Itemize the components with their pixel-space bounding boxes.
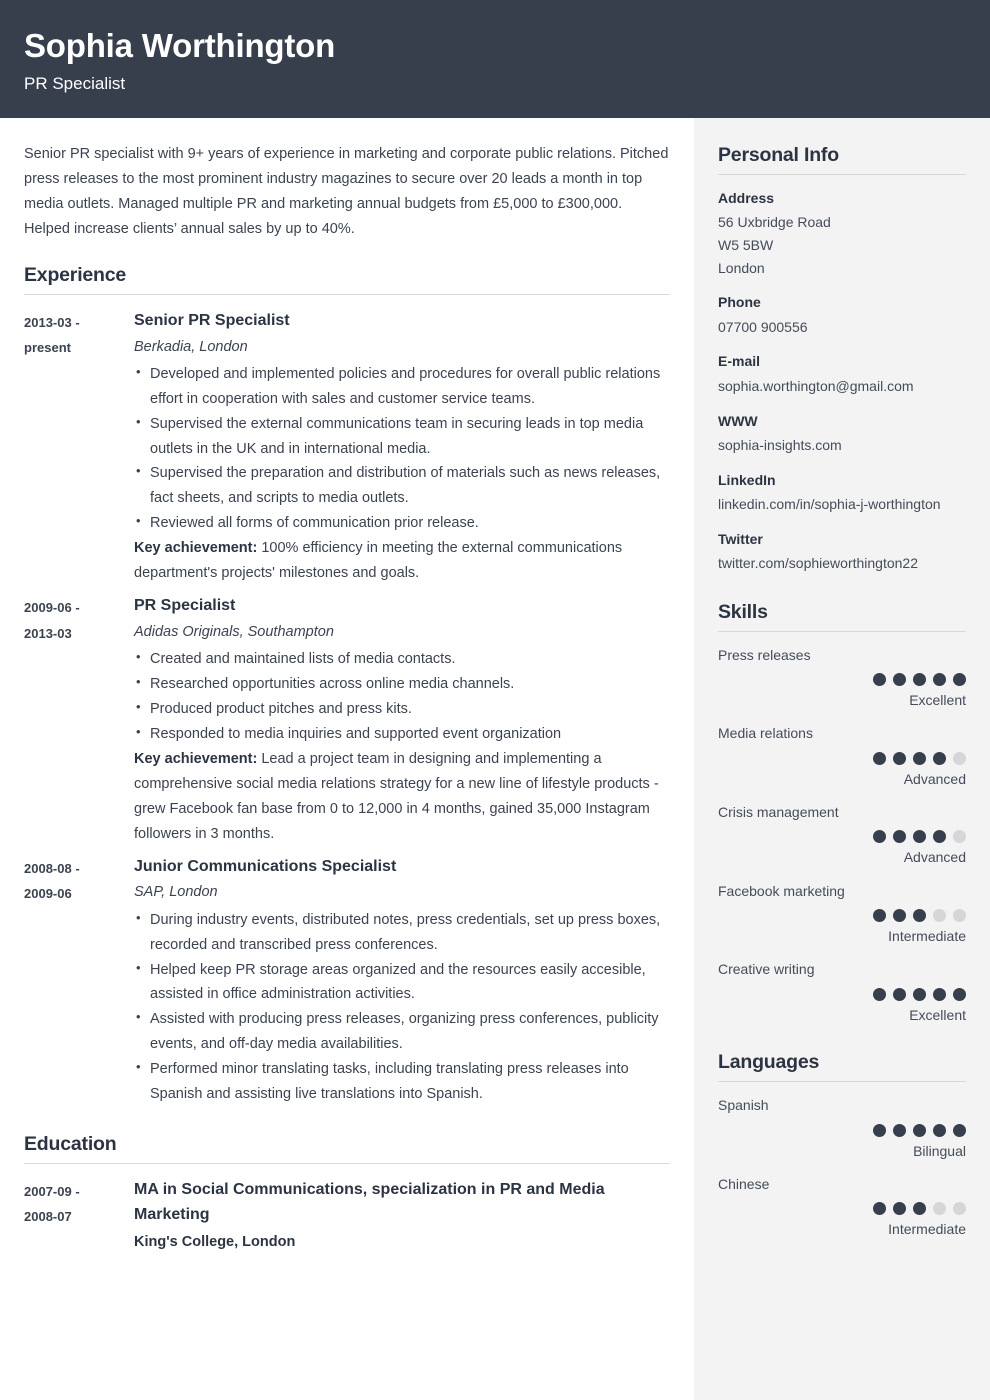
rating-dot-filled [913, 909, 926, 922]
resume-body [0, 118, 990, 1400]
experience-entry [24, 309, 670, 586]
job-bullet: • Responded to media inquiries and supported event organization [134, 722, 670, 747]
skill-item-rating-dots [718, 752, 966, 765]
personal-info-value: linkedin.com/in/sophia-j-worthington [718, 495, 941, 512]
job-bullet: • Assisted with producing press releases, organizing press conferences, publicity events, and off-day media availabilities. [134, 1007, 670, 1057]
key-achievement-label: Key achievement: [134, 750, 258, 767]
skill-item-level: Intermediate [888, 928, 966, 945]
rating-dot-filled [913, 1202, 926, 1215]
job-bullet: • During industry events, distributed notes, press credentials, set up press boxes, recorded and transcribed press conferences. [134, 908, 670, 958]
personal-info-label: Address [718, 190, 775, 206]
skills-heading: Skills [718, 601, 966, 632]
education-entry [24, 1178, 670, 1255]
language-item-name: Spanish [718, 1097, 769, 1114]
skill-item-name: Creative writing [718, 961, 815, 978]
skill-item-rating-dots [718, 673, 966, 686]
skill-item-rating-dots [718, 830, 966, 843]
entry-date-range [24, 1178, 134, 1255]
rating-dot-empty [933, 909, 946, 922]
rating-dot-filled [933, 752, 946, 765]
education-entry-list [24, 1178, 670, 1255]
rating-dot-filled [953, 673, 966, 686]
personal-info-item [718, 528, 966, 575]
skill-item [718, 880, 966, 947]
skill-item-rating-dots [718, 909, 966, 922]
languages-heading: Languages [718, 1051, 966, 1082]
job-bullet: • Created and maintained lists of media contacts. [134, 647, 670, 672]
rating-dot-filled [913, 752, 926, 765]
rating-dot-filled [913, 673, 926, 686]
experience-heading: Experience [24, 264, 670, 295]
languages-section [718, 1051, 966, 1239]
date-from: 2009-06 - [24, 600, 80, 616]
date-from: 2007-09 - [24, 1184, 80, 1200]
rating-dot-empty [953, 909, 966, 922]
personal-info-label: E-mail [718, 353, 761, 370]
personal-info-label: LinkedIn [718, 471, 776, 488]
personal-info-item [718, 410, 966, 457]
rating-dot-filled [953, 988, 966, 1001]
rating-dot-empty [953, 752, 966, 765]
education-section [24, 1133, 670, 1255]
rating-dot-filled [893, 988, 906, 1001]
personal-info-label: Twitter [718, 530, 763, 547]
personal-info-value: 07700 900556 [718, 318, 808, 335]
personal-info-value: sophia-insights.com [718, 436, 842, 453]
language-item-level: Intermediate [888, 1221, 966, 1238]
personal-info-value: twitter.com/sophieworthington22 [718, 555, 918, 572]
date-from: 2013-03 - [24, 314, 80, 330]
job-bullet: • Helped keep PR storage areas organized and the resources easily accesible, assisted in office administration activities. [134, 958, 670, 1008]
job-employer: Adidas Originals, Southampton [134, 623, 334, 640]
rating-dot-filled [893, 830, 906, 843]
experience-entry [24, 855, 670, 1107]
key-achievement-label: Key achievement: [134, 540, 258, 557]
key-achievement [134, 536, 670, 586]
language-item [718, 1173, 966, 1240]
job-bullet-list [134, 362, 670, 537]
entry-content [134, 594, 670, 846]
language-item-name: Chinese [718, 1175, 770, 1192]
rating-dot-empty [933, 1202, 946, 1215]
entry-content [134, 855, 670, 1107]
job-role-title: PR Specialist [134, 597, 236, 615]
professional-summary: Senior PR specialist with 9+ years of experience in marketing and corporate public relations. Pitched press releases to the most prominent industry magazines to secure over 20 leads a month in top media outlets. Managed multiple PR and marketing annual budgets from £5,000 to £300,000. Helped increase clients’ annual sales by up to 40%. [24, 146, 669, 237]
job-employer: Berkadia, London [134, 338, 248, 355]
entry-date-range [24, 855, 134, 1107]
rating-dot-filled [933, 1124, 946, 1137]
languages-list [718, 1094, 966, 1239]
rating-dot-empty [953, 1202, 966, 1215]
rating-dot-filled [873, 988, 886, 1001]
skill-item [718, 644, 966, 711]
key-achievement-text: Lead a project team in designing and implementing a comprehensive social media relations strategy for a new line of lifestyle products - grew Facebook fan base from 0 to 12,000 in 4 months, gained 35,000 Instagram followers in 3 months. [134, 750, 659, 842]
rating-dot-filled [893, 673, 906, 686]
experience-entry [24, 594, 670, 846]
rating-dot-filled [913, 830, 926, 843]
skill-item [718, 958, 966, 1025]
candidate-name: Sophia Worthington [24, 27, 336, 64]
personal-info-item [718, 469, 966, 516]
education-school: King's College, London [134, 1233, 296, 1250]
job-role-title: Senior PR Specialist [134, 311, 290, 329]
skill-item [718, 722, 966, 789]
job-bullet: • Supervised the external communications team in securing leads in top media outlets in the UK and in international media. [134, 412, 670, 462]
entry-content [134, 309, 670, 586]
skill-item-level: Excellent [909, 692, 966, 709]
job-bullet: • Supervised the preparation and distribution of materials such as news releases, fact sheets, and scripts to media outlets. [134, 461, 670, 511]
skill-item-name: Crisis management [718, 804, 839, 821]
personal-info-label: Phone [718, 294, 761, 311]
language-item-rating-dots [718, 1124, 966, 1137]
personal-info-list [718, 187, 966, 575]
experience-section [24, 264, 670, 1107]
entry-date-range [24, 309, 134, 586]
job-bullet: • Reviewed all forms of communication prior release. [134, 511, 670, 536]
candidate-job-title: PR Specialist [24, 74, 126, 94]
job-bullet-list [134, 908, 670, 1108]
resume-header [0, 0, 990, 118]
skill-item [718, 801, 966, 868]
skill-item-name: Media relations [718, 725, 813, 742]
personal-info-section [718, 144, 966, 575]
skill-item-name: Press releases [718, 646, 811, 663]
job-bullet: • Developed and implemented policies and procedures for overall public relations effort in cooperation with sales and customer service teams. [134, 362, 670, 412]
rating-dot-filled [873, 752, 886, 765]
personal-info-item [718, 187, 966, 279]
skills-list [718, 644, 966, 1025]
personal-info-item [718, 291, 966, 338]
rating-dot-filled [873, 673, 886, 686]
rating-dot-filled [913, 1124, 926, 1137]
rating-dot-filled [933, 988, 946, 1001]
job-employer: SAP, London [134, 884, 218, 901]
rating-dot-filled [893, 752, 906, 765]
rating-dot-filled [893, 1202, 906, 1215]
job-bullet: • Performed minor translating tasks, including translating press releases into Spanish and assisting live translations into Spanish. [134, 1057, 670, 1107]
experience-entry-list [24, 309, 670, 1107]
rating-dot-empty [953, 830, 966, 843]
personal-info-heading: Personal Info [718, 144, 966, 175]
main-column [0, 118, 694, 1400]
sidebar-column [694, 118, 990, 1400]
job-bullet: • Researched opportunities across online media channels. [134, 672, 670, 697]
rating-dot-filled [933, 673, 946, 686]
skill-item-level: Excellent [909, 1006, 966, 1023]
date-to: 2008-07 [24, 1209, 72, 1225]
rating-dot-filled [953, 1124, 966, 1137]
language-item-level: Bilingual [913, 1142, 966, 1159]
job-bullet: • Produced product pitches and press kits. [134, 697, 670, 722]
personal-info-label: WWW [718, 412, 758, 429]
entry-date-range [24, 594, 134, 846]
education-degree: MA in Social Communications, specialization in PR and Media Marketing [134, 1181, 605, 1223]
job-bullet-list [134, 647, 670, 747]
rating-dot-filled [873, 909, 886, 922]
rating-dot-filled [933, 830, 946, 843]
rating-dot-filled [873, 830, 886, 843]
skill-item-name: Facebook marketing [718, 882, 845, 899]
rating-dot-filled [913, 988, 926, 1001]
education-heading: Education [24, 1133, 670, 1164]
skill-item-level: Advanced [903, 770, 966, 787]
job-role-title: Junior Communications Specialist [134, 857, 397, 875]
personal-info-item [718, 350, 966, 397]
skills-section [718, 601, 966, 1025]
date-to: present [24, 340, 71, 356]
date-from: 2008-08 - [24, 860, 80, 876]
rating-dot-filled [893, 909, 906, 922]
key-achievement [134, 747, 670, 847]
skill-item-level: Advanced [903, 849, 966, 866]
skill-item-rating-dots [718, 988, 966, 1001]
personal-info-value: 56 Uxbridge Road [718, 214, 831, 231]
rating-dot-filled [893, 1124, 906, 1137]
personal-info-value: sophia.worthington@gmail.com [718, 377, 914, 394]
language-item-rating-dots [718, 1202, 966, 1215]
language-item [718, 1094, 966, 1161]
personal-info-value: W5 5BW [718, 237, 774, 254]
rating-dot-filled [873, 1124, 886, 1137]
personal-info-value: London [718, 259, 765, 276]
key-achievement-text: 100% efficiency in meeting the external communications department's projects' milestones and goals. [134, 540, 623, 582]
date-to: 2009-06 [24, 886, 72, 901]
date-to: 2013-03 [24, 625, 72, 641]
rating-dot-filled [873, 1202, 886, 1215]
entry-content [134, 1178, 670, 1255]
